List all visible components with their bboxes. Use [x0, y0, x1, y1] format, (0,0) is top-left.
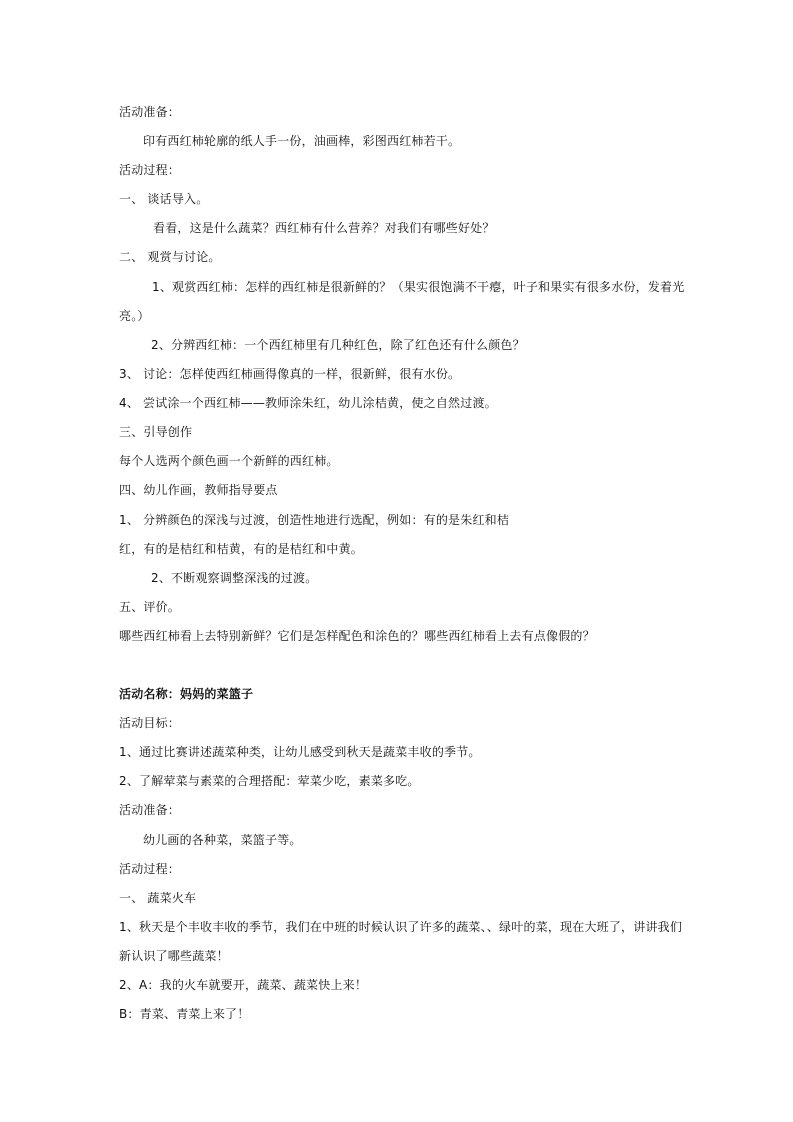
text-line: 2、A：我的火车就要开，蔬菜、蔬菜快上来！: [119, 978, 368, 992]
text-line: 3、 讨论：怎样使西红柿画得像真的一样，很新鲜，很有水份。: [119, 367, 461, 381]
text-line: 4、 尝试涂一个西红柿——教师涂朱红，幼儿涂桔黄，使之自然过渡。: [119, 396, 497, 410]
text-line: 亮。）: [119, 309, 150, 323]
text-line: 活动目标：: [119, 716, 181, 730]
text-line: 活动过程：: [119, 163, 181, 177]
text-line: 2、分辨西红柿：一个西红柿里有几种红色，除了红色还有什么颜色？: [151, 338, 525, 352]
text-line: 2、了解荤菜与素菜的合理搭配：荤菜少吃，素菜多吃。: [119, 774, 420, 788]
text-line: 1、秋天是个丰收丰收的季节，我们在中班的时候认识了许多的蔬菜、、绿叶的菜，现在大班了，讲讲我们: [119, 920, 683, 934]
text-line: 印有西红柿轮廓的纸人手一份，油画棒，彩图西红柿若干。: [143, 134, 461, 148]
text-line: 看看，这是什么蔬菜？西红柿有什么营养？对我们有哪些好处？: [153, 221, 495, 235]
text-line: 2、不断观察调整深浅的过渡。: [151, 571, 318, 585]
text-line: 1、 分辨颜色的深浅与过渡，创造性地进行选配，例如：有的是朱红和桔: [119, 513, 510, 527]
text-line: 四、幼儿作画，教师指导要点: [119, 483, 278, 497]
text-line: 五、评价。: [119, 600, 181, 614]
text-line: 活动过程：: [119, 862, 181, 876]
text-line: 活动准备：: [119, 105, 181, 119]
text-line: 1、通过比赛讲述蔬菜种类，让幼儿感受到秋天是蔬菜丰收的季节。: [119, 745, 481, 759]
text-line: 哪些西红柿看上去特别新鲜？它们是怎样配色和涂色的？哪些西红柿看上去有点像假的？: [119, 629, 595, 643]
text-line: 红，有的是桔红和桔黄，有的是桔红和中黄。: [119, 542, 364, 556]
text-line: 1、观赏西红柿：怎样的西红柿是很新鲜的？（果实很饱满不干瘪，叶子和果实有很多水份，发着光: [152, 280, 685, 294]
text-line: 二、 观赏与讨论。: [119, 250, 221, 264]
text-line: 每个人选两个颜色画一个新鲜的西红柿。: [119, 454, 339, 468]
section-title: 活动名称：妈妈的菜篮子: [119, 687, 254, 701]
text-line: 一、 蔬菜火车: [119, 891, 197, 905]
text-line: 幼儿画的各种菜，菜篮子等。: [143, 833, 302, 847]
text-line: 新认识了哪些蔬菜！: [119, 949, 229, 963]
text-line: 三、引导创作: [119, 425, 193, 439]
text-line: B：青菜、青菜上来了！: [119, 1007, 250, 1021]
text-line: 活动准备：: [119, 803, 181, 817]
text-line: 一、 谈话导入。: [119, 192, 209, 206]
